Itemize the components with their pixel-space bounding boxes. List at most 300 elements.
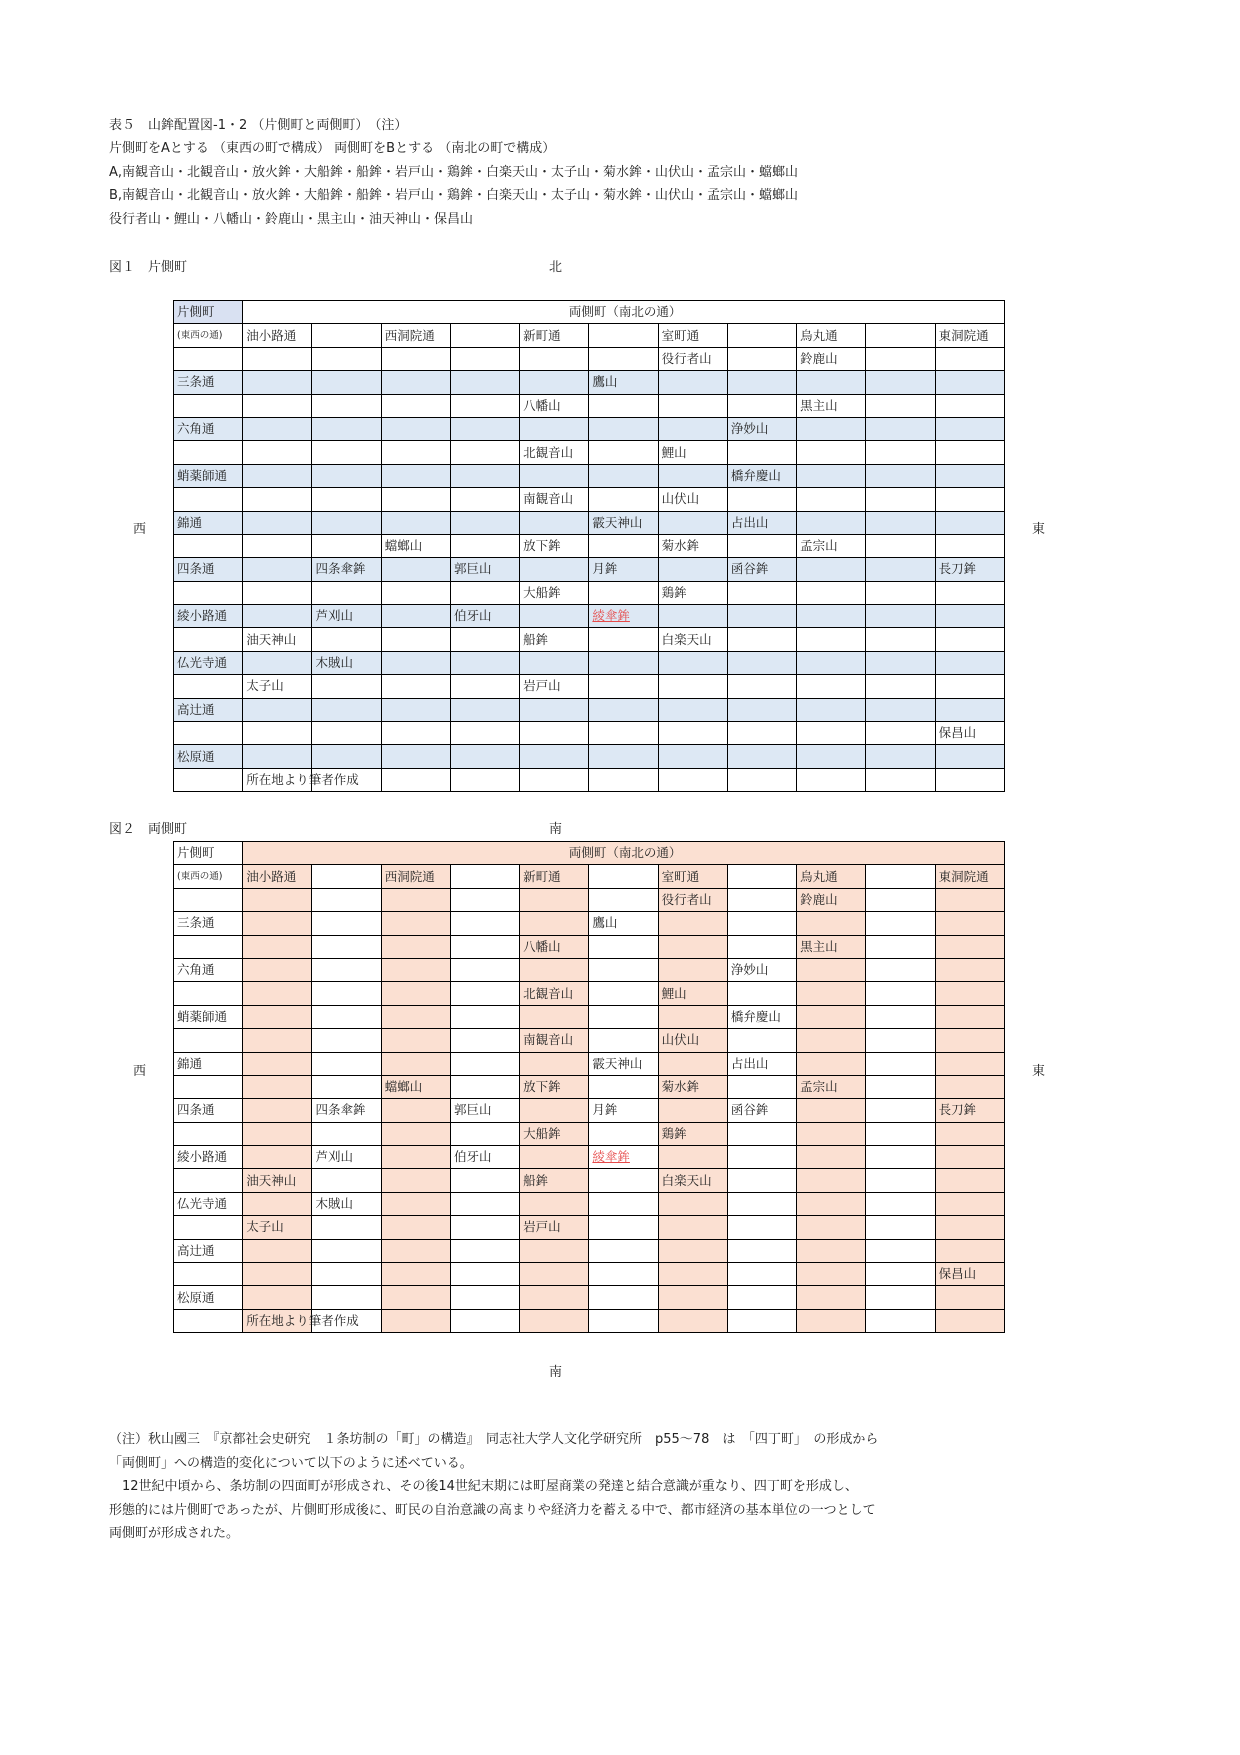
table-cell xyxy=(243,464,312,487)
table-cell xyxy=(243,488,312,511)
table-cell xyxy=(381,605,450,628)
street-name: 仏光寺通 xyxy=(174,651,243,674)
table-cell xyxy=(450,768,519,791)
table-cell xyxy=(589,464,658,487)
table-cell xyxy=(312,958,381,981)
table-cell xyxy=(450,982,519,1005)
table-cell xyxy=(243,1239,312,1262)
table-cell xyxy=(381,912,450,935)
table-row xyxy=(174,1263,1005,1286)
street-name: 蛸薬師通 xyxy=(174,464,243,487)
table-cell xyxy=(520,1005,589,1028)
table-cell xyxy=(520,1263,589,1286)
table-cell xyxy=(520,722,589,745)
column-header: 東洞院通 xyxy=(935,324,1004,347)
table-cell xyxy=(243,958,312,981)
table-cell xyxy=(866,651,935,674)
table-cell xyxy=(450,1216,519,1239)
table-cell xyxy=(658,511,727,534)
float-cell: 保昌山 xyxy=(935,1263,1004,1286)
intro-line-2: 片側町をAとする （東西の町で構成） 両側町をBとする （南北の町で構成） xyxy=(109,141,556,156)
table-cell xyxy=(243,935,312,958)
table-cell xyxy=(727,1309,796,1332)
table-cell xyxy=(658,558,727,581)
table-cell xyxy=(727,1146,796,1169)
table-cell xyxy=(312,698,381,721)
table-cell xyxy=(589,1169,658,1192)
table-cell xyxy=(866,768,935,791)
street-name xyxy=(174,1029,243,1052)
table-cell xyxy=(381,558,450,581)
table-row xyxy=(174,722,1005,745)
intro-line-5: 役行者山・鯉山・八幡山・鈴鹿山・黒主山・油天神山・保昌山 xyxy=(109,212,474,227)
table-cell xyxy=(727,745,796,768)
table-cell xyxy=(866,371,935,394)
table-row xyxy=(174,912,1005,935)
table-cell xyxy=(727,675,796,698)
float-cell: 霰天神山 xyxy=(589,511,658,534)
table-cell xyxy=(520,912,589,935)
table-cell xyxy=(381,1029,450,1052)
column-header xyxy=(450,865,519,888)
table-cell xyxy=(866,698,935,721)
table-cell xyxy=(450,1052,519,1075)
table-cell xyxy=(797,1286,866,1309)
table-cell xyxy=(727,651,796,674)
table-cell xyxy=(312,1169,381,1192)
table-row xyxy=(174,958,1005,981)
table-cell xyxy=(935,912,1004,935)
table-cell xyxy=(243,1075,312,1098)
street-name xyxy=(174,534,243,557)
float-cell: 放下鉾 xyxy=(520,1075,589,1098)
float-cell: 所在地より筆者作成 xyxy=(243,1309,312,1332)
float-cell: 北観音山 xyxy=(520,441,589,464)
street-name: 三条通 xyxy=(174,912,243,935)
table-cell xyxy=(866,1239,935,1262)
table-cell xyxy=(243,1052,312,1075)
table-cell xyxy=(589,888,658,911)
table-cell xyxy=(658,651,727,674)
table-cell xyxy=(381,511,450,534)
street-name xyxy=(174,394,243,417)
column-header xyxy=(312,865,381,888)
table-cell xyxy=(520,768,589,791)
table-cell xyxy=(866,745,935,768)
table-cell xyxy=(797,698,866,721)
table-cell xyxy=(520,605,589,628)
table-cell xyxy=(797,511,866,534)
table-cell xyxy=(381,698,450,721)
table-row xyxy=(174,511,1005,534)
column-header: 烏丸通 xyxy=(797,865,866,888)
table-cell xyxy=(797,1052,866,1075)
float-cell: 菊水鉾 xyxy=(658,1075,727,1098)
table-cell xyxy=(658,935,727,958)
table-cell xyxy=(312,1052,381,1075)
street-name: 高辻通 xyxy=(174,698,243,721)
table-cell xyxy=(381,1309,450,1332)
float-cell: 役行者山 xyxy=(658,347,727,370)
street-name xyxy=(174,1309,243,1332)
table-cell xyxy=(450,1029,519,1052)
table-cell xyxy=(935,958,1004,981)
table-cell xyxy=(381,1192,450,1215)
table-cell xyxy=(589,1239,658,1262)
table-cell xyxy=(658,722,727,745)
table-cell xyxy=(797,464,866,487)
table-cell xyxy=(381,675,450,698)
street-name: 六角通 xyxy=(174,417,243,440)
street-name xyxy=(174,1169,243,1192)
table-cell xyxy=(797,1029,866,1052)
table-cell xyxy=(658,605,727,628)
float-cell: 山伏山 xyxy=(658,1029,727,1052)
table-cell xyxy=(312,722,381,745)
table-row xyxy=(174,1029,1005,1052)
table-cell xyxy=(450,1122,519,1145)
table-cell xyxy=(381,651,450,674)
table-cell xyxy=(381,394,450,417)
table-cell xyxy=(797,1169,866,1192)
float-cell: 大船鉾 xyxy=(520,1122,589,1145)
table-cell xyxy=(243,347,312,370)
table-cell xyxy=(658,1146,727,1169)
table-cell xyxy=(866,347,935,370)
table-cell xyxy=(312,1122,381,1145)
table-cell xyxy=(450,1239,519,1262)
table-row xyxy=(174,982,1005,1005)
table-cell xyxy=(797,1263,866,1286)
street-name xyxy=(174,935,243,958)
column-header: 油小路通 xyxy=(243,865,312,888)
column-header-row xyxy=(174,324,1005,347)
table-cell xyxy=(381,581,450,604)
table-cell xyxy=(866,464,935,487)
table-cell xyxy=(243,581,312,604)
float-cell: 木賊山 xyxy=(312,1192,381,1215)
table-row xyxy=(174,935,1005,958)
table-cell xyxy=(866,488,935,511)
table-cell xyxy=(658,394,727,417)
table-cell xyxy=(381,888,450,911)
table-cell xyxy=(243,605,312,628)
float-cell: 鯉山 xyxy=(658,982,727,1005)
table-cell xyxy=(589,768,658,791)
table-cell xyxy=(935,1029,1004,1052)
table-cell xyxy=(243,1005,312,1028)
column-header xyxy=(727,865,796,888)
table-cell xyxy=(935,511,1004,534)
table-cell xyxy=(866,441,935,464)
table-row xyxy=(174,1075,1005,1098)
float-cell: 月鉾 xyxy=(589,1099,658,1122)
table-cell xyxy=(450,441,519,464)
table-cell xyxy=(727,912,796,935)
column-header: 室町通 xyxy=(658,324,727,347)
table-cell xyxy=(520,1286,589,1309)
table-cell xyxy=(866,1122,935,1145)
float-cell: 鷹山 xyxy=(589,371,658,394)
table-cell xyxy=(520,464,589,487)
column-header: 東洞院通 xyxy=(935,865,1004,888)
table-cell xyxy=(450,675,519,698)
corner-sublabel: (東西の通) xyxy=(174,324,243,347)
table-cell xyxy=(797,745,866,768)
table-cell xyxy=(935,605,1004,628)
table-row xyxy=(174,464,1005,487)
table-cell xyxy=(589,1075,658,1098)
table-cell xyxy=(243,745,312,768)
street-name xyxy=(174,982,243,1005)
table-cell xyxy=(381,347,450,370)
table-row xyxy=(174,888,1005,911)
table-cell xyxy=(312,581,381,604)
table-cell xyxy=(797,982,866,1005)
table-cell xyxy=(450,888,519,911)
table-cell xyxy=(589,347,658,370)
table-cell xyxy=(866,912,935,935)
table-cell xyxy=(520,1192,589,1215)
table-cell xyxy=(312,745,381,768)
column-header: 新町通 xyxy=(520,865,589,888)
table-cell xyxy=(935,1309,1004,1332)
table-cell xyxy=(312,935,381,958)
street-name xyxy=(174,581,243,604)
table-cell xyxy=(312,888,381,911)
table-cell xyxy=(450,1309,519,1332)
float-cell: 木賊山 xyxy=(312,651,381,674)
table-cell xyxy=(658,768,727,791)
table-row xyxy=(174,1216,1005,1239)
street-name xyxy=(174,675,243,698)
table-cell xyxy=(658,1005,727,1028)
table-cell xyxy=(727,1216,796,1239)
table-row xyxy=(174,1309,1005,1332)
float-cell: 役行者山 xyxy=(658,888,727,911)
table-cell xyxy=(312,534,381,557)
table-row xyxy=(174,1146,1005,1169)
table-cell xyxy=(520,417,589,440)
note-line-3: 12世紀中頃から、条坊制の四面町が形成され、その後14世紀末期には町屋商業の発達と結合意識が重なり、四丁町を形成し、 xyxy=(109,1479,858,1494)
table-cell xyxy=(935,768,1004,791)
float-cell: 黒主山 xyxy=(797,935,866,958)
table-cell xyxy=(243,417,312,440)
float-cell: 月鉾 xyxy=(589,558,658,581)
table-cell xyxy=(727,1169,796,1192)
table-cell xyxy=(520,745,589,768)
float-cell: 芦刈山 xyxy=(312,605,381,628)
table-cell xyxy=(935,675,1004,698)
table-row xyxy=(174,581,1005,604)
table-cell xyxy=(381,982,450,1005)
table-cell xyxy=(243,651,312,674)
street-name xyxy=(174,1216,243,1239)
table-cell xyxy=(935,1075,1004,1098)
float-cell: 霰天神山 xyxy=(589,1052,658,1075)
table-cell xyxy=(935,982,1004,1005)
table-cell xyxy=(589,1263,658,1286)
table-cell xyxy=(935,1122,1004,1145)
table-cell xyxy=(935,698,1004,721)
table-cell xyxy=(727,394,796,417)
table-cell xyxy=(312,347,381,370)
table-cell xyxy=(589,675,658,698)
table-title: 両側町（南北の通） xyxy=(243,842,1005,865)
table-cell xyxy=(312,1286,381,1309)
table-cell xyxy=(797,417,866,440)
table-cell xyxy=(727,982,796,1005)
table-cell xyxy=(866,511,935,534)
table-cell xyxy=(866,935,935,958)
float-cell: 孟宗山 xyxy=(797,534,866,557)
table-cell xyxy=(589,488,658,511)
table-cell xyxy=(727,698,796,721)
table-cell xyxy=(450,1192,519,1215)
table-cell xyxy=(866,558,935,581)
float-cell: 鈴鹿山 xyxy=(797,888,866,911)
float-cell: 占出山 xyxy=(727,1052,796,1075)
table-cell xyxy=(520,958,589,981)
table-cell xyxy=(589,651,658,674)
table-cell xyxy=(935,1169,1004,1192)
float-cell: 太子山 xyxy=(243,675,312,698)
street-name xyxy=(174,1263,243,1286)
table-cell xyxy=(727,1075,796,1098)
table-cell xyxy=(450,1286,519,1309)
column-header: 新町通 xyxy=(520,324,589,347)
street-name: 松原通 xyxy=(174,745,243,768)
table-cell xyxy=(243,1263,312,1286)
table-cell xyxy=(381,1005,450,1028)
float-cell: 岩戸山 xyxy=(520,675,589,698)
table-cell xyxy=(589,581,658,604)
table-row xyxy=(174,1169,1005,1192)
table-title: 両側町（南北の通） xyxy=(243,301,1005,324)
float-cell: 大船鉾 xyxy=(520,581,589,604)
table-cell xyxy=(243,511,312,534)
table-cell xyxy=(243,982,312,1005)
table-cell xyxy=(797,1146,866,1169)
table-row xyxy=(174,1192,1005,1215)
table-cell xyxy=(589,628,658,651)
table-cell xyxy=(935,488,1004,511)
table-cell xyxy=(866,722,935,745)
table-cell xyxy=(520,371,589,394)
table-cell xyxy=(312,511,381,534)
table-cell xyxy=(450,417,519,440)
table-cell xyxy=(797,1122,866,1145)
figure2-south-bottom-label: 南 xyxy=(549,1365,563,1380)
table-cell xyxy=(450,1005,519,1028)
table-cell xyxy=(381,628,450,651)
table-cell xyxy=(312,394,381,417)
intro-line-4: B,南観音山・北観音山・放火鉾・大船鉾・船鉾・岩戸山・鶏鉾・白楽天山・太子山・菊水鉾・山伏山・孟宗山・蟷螂山 xyxy=(109,188,799,203)
table-cell xyxy=(589,722,658,745)
float-cell: 芦刈山 xyxy=(312,1146,381,1169)
table-cell xyxy=(935,1146,1004,1169)
column-header xyxy=(312,324,381,347)
column-header xyxy=(589,324,658,347)
float-cell: 伯牙山 xyxy=(450,605,519,628)
float-cell: 北観音山 xyxy=(520,982,589,1005)
table-cell xyxy=(450,651,519,674)
table-cell xyxy=(797,722,866,745)
table-cell xyxy=(797,488,866,511)
table-cell xyxy=(450,912,519,935)
table-cell xyxy=(935,1052,1004,1075)
table-cell xyxy=(866,982,935,1005)
float-cell: 鯉山 xyxy=(658,441,727,464)
table-cell xyxy=(381,1216,450,1239)
table-cell xyxy=(243,1029,312,1052)
table-cell xyxy=(589,1286,658,1309)
float-cell: 四条傘鉾 xyxy=(312,558,381,581)
table-cell xyxy=(866,1192,935,1215)
table-cell xyxy=(797,1309,866,1332)
table-row xyxy=(174,628,1005,651)
float-cell: 浄妙山 xyxy=(727,417,796,440)
street-name: 高辻通 xyxy=(174,1239,243,1262)
table-cell xyxy=(866,675,935,698)
float-cell: 船鉾 xyxy=(520,628,589,651)
table-cell xyxy=(381,464,450,487)
table-cell xyxy=(797,1216,866,1239)
table-cell xyxy=(866,1029,935,1052)
figure1-east-label: 東 xyxy=(1032,522,1046,537)
table-cell xyxy=(520,698,589,721)
corner-sublabel: (東西の通) xyxy=(174,865,243,888)
table-cell xyxy=(866,888,935,911)
table-cell xyxy=(589,417,658,440)
float-cell: 孟宗山 xyxy=(797,1075,866,1098)
table-cell xyxy=(312,1216,381,1239)
table-cell xyxy=(520,1239,589,1262)
table-cell xyxy=(935,394,1004,417)
table-cell xyxy=(727,605,796,628)
table-cell xyxy=(727,1286,796,1309)
table-cell xyxy=(935,651,1004,674)
table-cell xyxy=(450,745,519,768)
table-cell xyxy=(797,581,866,604)
table-cell xyxy=(450,488,519,511)
table-cell xyxy=(589,1005,658,1028)
table-cell xyxy=(381,1099,450,1122)
street-name xyxy=(174,722,243,745)
street-name xyxy=(174,628,243,651)
table-cell xyxy=(381,1146,450,1169)
table-cell xyxy=(589,1192,658,1215)
table-row xyxy=(174,534,1005,557)
table-cell xyxy=(935,464,1004,487)
note-line-2: 「両側町」への構造的変化について以下のように述べている。 xyxy=(109,1456,473,1471)
table-cell xyxy=(658,1099,727,1122)
table-cell xyxy=(243,1146,312,1169)
table-row xyxy=(174,1122,1005,1145)
street-name: 綾小路通 xyxy=(174,1146,243,1169)
table-cell xyxy=(866,1146,935,1169)
float-cell: 山伏山 xyxy=(658,488,727,511)
figure2-label: 図２ 両側町 xyxy=(109,822,188,837)
float-cell: 函谷鉾 xyxy=(727,1099,796,1122)
table-cell xyxy=(450,1075,519,1098)
float-cell: 四条傘鉾 xyxy=(312,1099,381,1122)
float-cell: 郭巨山 xyxy=(450,558,519,581)
street-name: 仏光寺通 xyxy=(174,1192,243,1215)
float-cell: 所在地より筆者作成 xyxy=(243,768,312,791)
table-cell xyxy=(727,1122,796,1145)
table-row xyxy=(174,394,1005,417)
